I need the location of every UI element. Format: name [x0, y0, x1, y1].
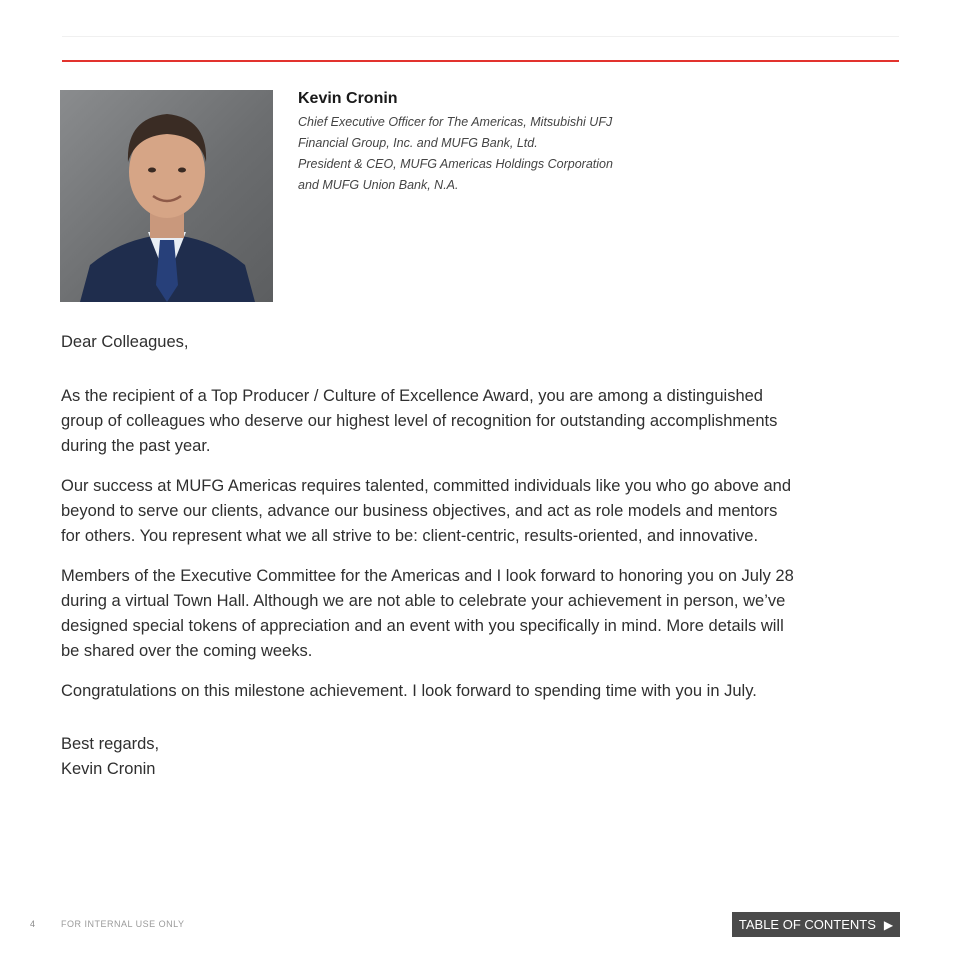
page-number: 4	[30, 919, 36, 929]
portrait-photo	[60, 90, 273, 302]
play-arrow-icon: ▶	[883, 917, 894, 932]
letter-paragraph: As the recipient of a Top Producer / Culture of Excellence Award, you are among a distinguished group of colleagues who deserve our highest level of recognition for outstanding accomplishments during the past year.	[61, 387, 778, 455]
letter-paragraph: Members of the Executive Committee for the Americas and I look forward to honoring you on July 28 during a virtual Town Hall. Although we are not able to celebrate your achievement in person, we’ve designed special tokens of appreciation and an event with you specifically in mind. More details will be shared over the coming weeks.	[61, 567, 794, 660]
internal-use-note: FOR INTERNAL USE ONLY	[61, 919, 185, 929]
closing: Best regards,	[61, 735, 160, 753]
signoff	[61, 732, 801, 782]
author-header	[298, 90, 858, 196]
author-name: Kevin Cronin	[298, 90, 398, 107]
toc-label: TABLE OF CONTENTS	[738, 917, 876, 932]
letter-paragraph: Congratulations on this milestone achievement. I look forward to spending time with you in July.	[61, 682, 757, 700]
letter-paragraph: Our success at MUFG Americas requires talented, committed individuals like you who go above and beyond to serve our clients, advance our business objectives, and act as role models and mentors for others. You represent what we all strive to be: client-centric, results-oriented, and innovative.	[61, 477, 792, 545]
letter-body	[61, 330, 801, 782]
top-accent-rule	[62, 60, 899, 62]
top-faint-rule	[62, 36, 899, 37]
table-of-contents-button[interactable]	[732, 912, 900, 937]
signature: Kevin Cronin	[61, 760, 156, 778]
author-title-line: Chief Executive Officer for The Americas, Mitsubishi UFJ	[298, 115, 613, 129]
salutation: Dear Colleagues,	[61, 333, 189, 351]
author-title-line: Financial Group, Inc. and MUFG Bank, Ltd.	[298, 136, 538, 150]
author-title-line: and MUFG Union Bank, N.A.	[298, 178, 459, 192]
author-title-line: President & CEO, MUFG Americas Holdings Corporation	[298, 157, 613, 171]
